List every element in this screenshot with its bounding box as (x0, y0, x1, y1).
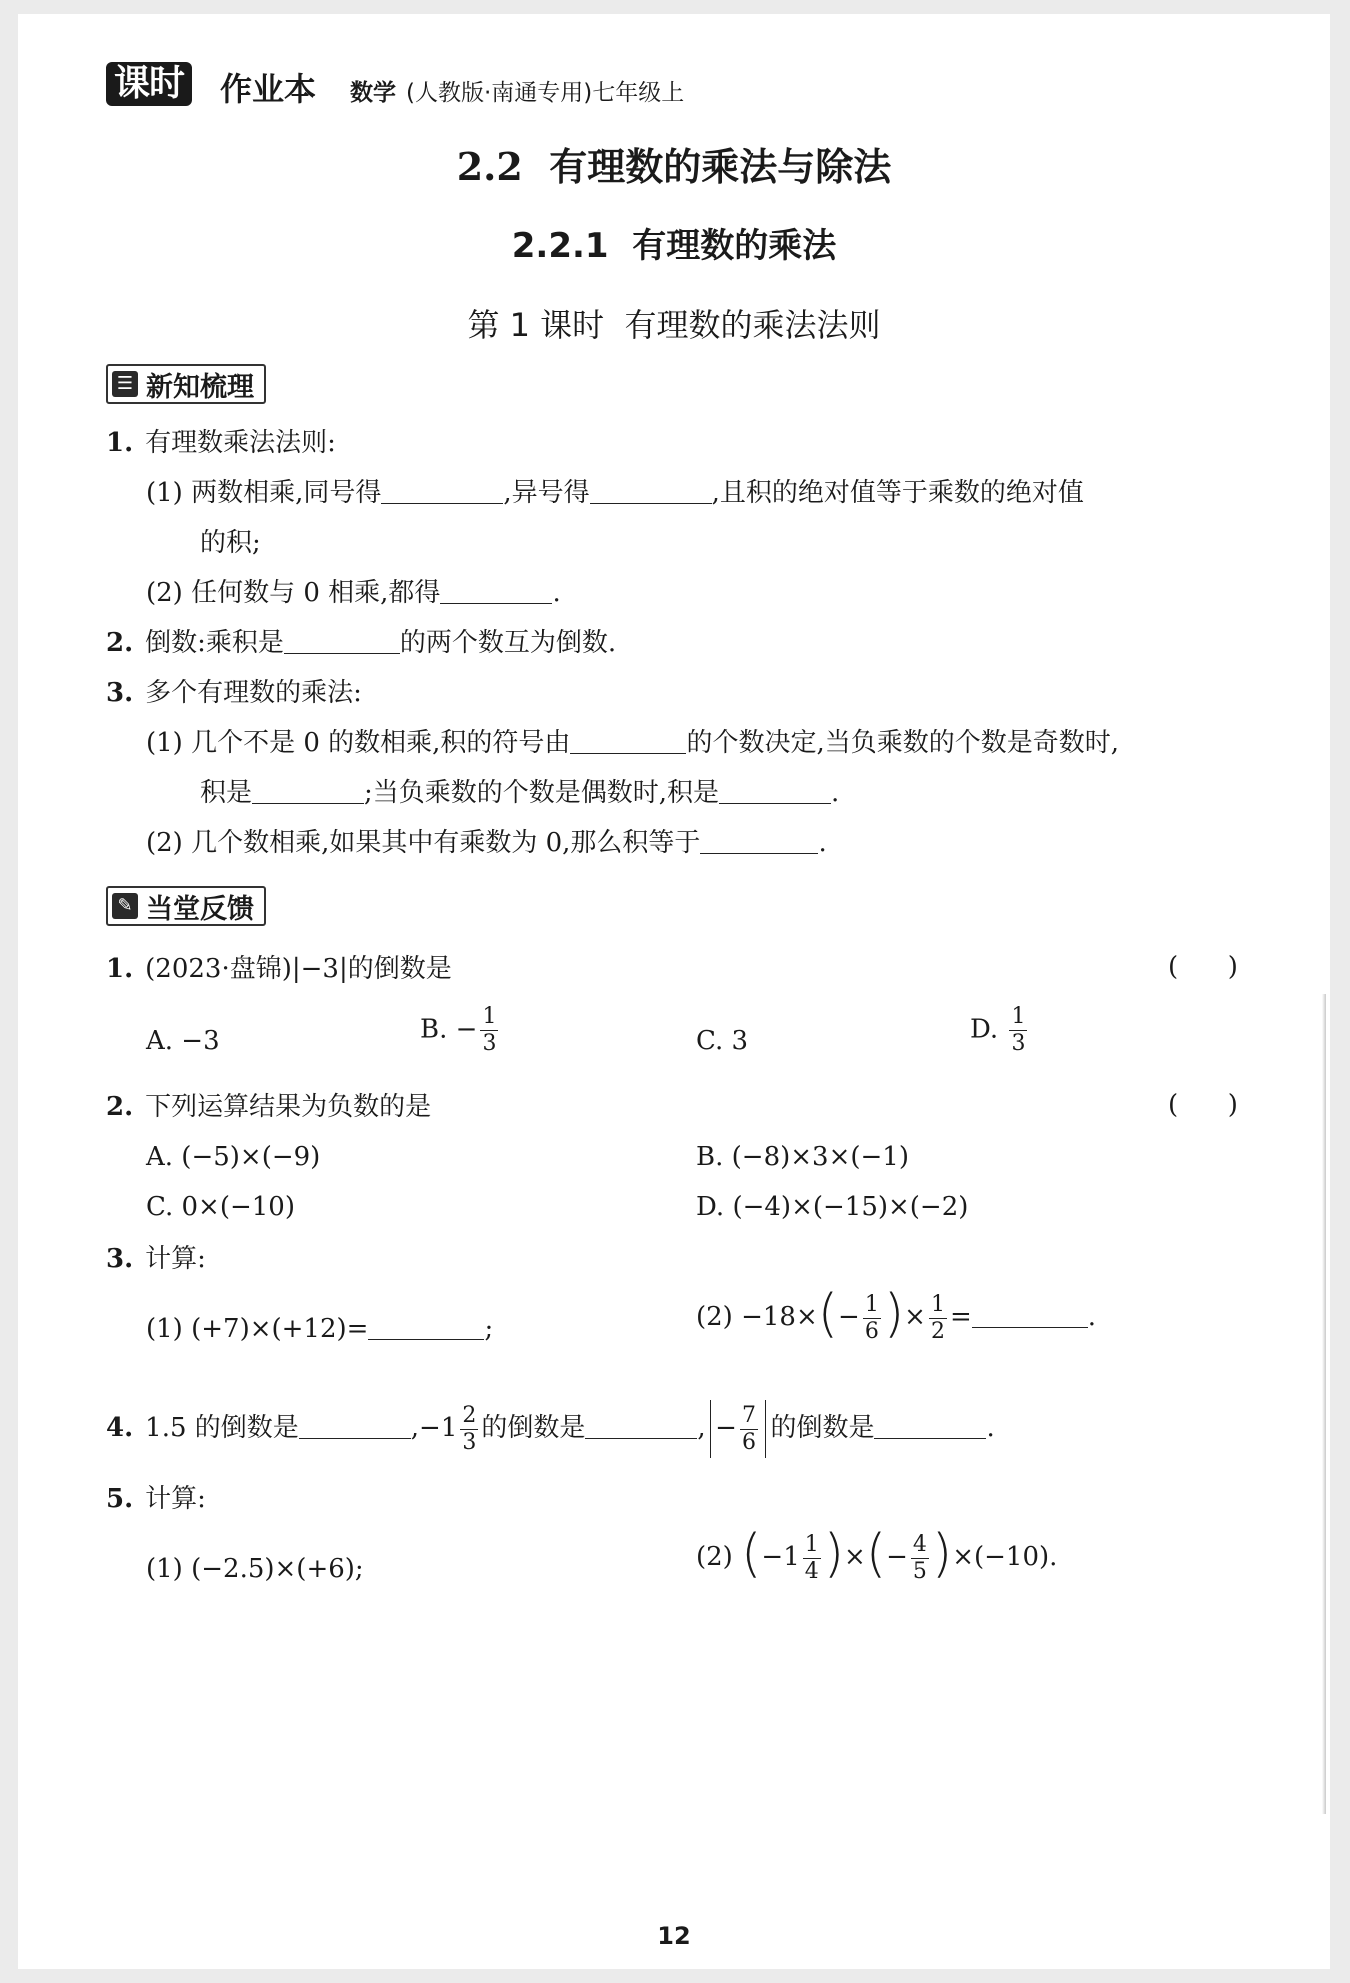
equals-sign: = (949, 1302, 972, 1332)
answer-blank[interactable] (719, 777, 831, 804)
item-text: (1) (+7)×(+12)= (146, 1314, 369, 1344)
numerator: 2 (462, 1402, 477, 1428)
q5-part-2 (696, 1524, 1058, 1584)
item-text: 的个数决定,当负乘数的个数是奇数时, (686, 728, 1119, 758)
item-text: . (831, 778, 840, 808)
times-sign: × (844, 1542, 866, 1572)
header-subject: 数学 (350, 80, 396, 106)
knowledge-item-3 (106, 676, 362, 710)
answer-blank[interactable] (570, 727, 686, 754)
item-text: 的两个数互为倒数. (399, 628, 617, 658)
question-5 (106, 1482, 206, 1516)
fraction (480, 1006, 498, 1055)
brand-logo-text: 课时 (114, 63, 185, 104)
item-text: 的倒数是 (770, 1413, 875, 1443)
abs-bar (710, 1400, 712, 1458)
item-text: 的积; (200, 528, 261, 558)
pencil-icon: ✎ (112, 893, 138, 919)
fraction (1009, 1006, 1027, 1055)
option-letter: D. (970, 1014, 999, 1045)
times-sign: × (904, 1302, 926, 1332)
fraction (929, 1291, 947, 1344)
section-title: 2.2 有理数的乘法与除法 (456, 144, 892, 189)
minus-sign: − (455, 1014, 478, 1045)
item-text: . (552, 578, 561, 608)
fraction (863, 1291, 881, 1344)
numerator: 1 (864, 1291, 879, 1317)
denominator: 6 (741, 1429, 756, 1455)
item-text: 有理数乘法法则: (145, 428, 336, 458)
minus-sign: − (886, 1542, 908, 1572)
item-number: 2. (106, 628, 134, 658)
question-number: 3. (106, 1244, 134, 1274)
item-text: . (986, 1413, 995, 1443)
knowledge-item-1-1 (146, 476, 1084, 510)
item-text: ; (484, 1314, 494, 1344)
q3-part-1 (146, 1312, 493, 1346)
answer-blank[interactable] (440, 577, 552, 604)
question-2 (106, 1090, 431, 1124)
page-number: 12 (657, 1922, 691, 1950)
q3-part-2 (696, 1284, 1096, 1344)
answer-blank[interactable] (700, 827, 818, 854)
knowledge-item-3-1-cont (200, 776, 839, 810)
abs-bar (765, 1400, 767, 1458)
answer-blank[interactable] (874, 1412, 986, 1439)
answer-paren[interactable]: ( ) (1168, 952, 1238, 982)
item-text: (2) (696, 1542, 733, 1572)
question-1 (106, 952, 452, 986)
right-paren: ) (823, 1524, 845, 1584)
item-number: 1. (106, 428, 134, 458)
item-text: 的倒数是 (481, 1413, 586, 1443)
new-knowledge-label (106, 364, 266, 404)
q2-option-a[interactable]: A. (−5)×(−9) (146, 1142, 321, 1172)
right-paren: ) (931, 1524, 953, 1584)
question-text: 下列运算结果为负数的是 (145, 1092, 432, 1122)
item-text: ,且积的绝对值等于乘数的绝对值 (711, 478, 1084, 508)
question-number: 1. (106, 954, 134, 984)
notebook-icon: ☰ (112, 371, 138, 397)
right-paren: ) (883, 1284, 905, 1344)
fraction (911, 1531, 929, 1584)
left-paren: ( (865, 1524, 887, 1584)
q5-part-1: (1) (−2.5)×(+6); (146, 1554, 364, 1584)
brand-logo (106, 62, 192, 106)
q1-option-c[interactable]: C. 3 (696, 1026, 749, 1056)
item-text: ,−1 (410, 1413, 458, 1443)
answer-blank[interactable] (381, 477, 503, 504)
item-text: 1.5 的倒数是 (145, 1413, 299, 1443)
answer-paren[interactable]: ( ) (1168, 1090, 1238, 1120)
item-text: , (697, 1413, 706, 1443)
feedback-label (106, 886, 266, 926)
item-number: 3. (106, 678, 134, 708)
question-text: 计算: (145, 1244, 206, 1274)
answer-blank[interactable] (284, 627, 400, 654)
item-text: (1) 两数相乘,同号得 (146, 478, 382, 508)
knowledge-item-3-1 (146, 726, 1119, 760)
item-text: ;当负乘数的个数是偶数时,积是 (364, 778, 720, 808)
denominator: 3 (1011, 1031, 1026, 1056)
answer-blank[interactable] (299, 1412, 411, 1439)
item-text: (1) 几个不是 0 的数相乘,积的符号由 (146, 728, 571, 758)
item-text: . (818, 828, 827, 858)
numerator: 1 (930, 1291, 945, 1317)
item-text: (2) 几个数相乘,如果其中有乘数为 0,那么积等于 (146, 828, 701, 858)
mixed-number-whole: −1 (761, 1542, 800, 1572)
numerator: 4 (912, 1531, 927, 1557)
item-text: (2) 任何数与 0 相乘,都得 (146, 578, 441, 608)
question-number: 4. (106, 1413, 134, 1443)
item-text: ×(−10). (952, 1542, 1058, 1572)
question-text: 计算: (145, 1484, 206, 1514)
q2-option-c[interactable]: C. 0×(−10) (146, 1192, 295, 1222)
header-edition: (人教版·南通专用)七年级上 (406, 80, 685, 106)
answer-blank[interactable] (972, 1301, 1088, 1328)
lesson-title: 第 1 课时 有理数的乘法法则 (467, 306, 881, 344)
question-3 (106, 1242, 206, 1276)
knowledge-item-1-1-cont (200, 526, 261, 560)
item-text: (2) −18× (696, 1302, 818, 1332)
answer-blank[interactable] (252, 777, 364, 804)
subsection-title: 2.2.1 有理数的乘法 (511, 226, 837, 266)
brand-name: 作业本 (220, 70, 317, 108)
denominator: 4 (804, 1558, 819, 1584)
answer-blank[interactable] (590, 477, 712, 504)
denominator: 5 (912, 1558, 927, 1584)
fraction (803, 1531, 821, 1584)
answer-blank[interactable] (368, 1313, 484, 1340)
left-paren: ( (817, 1284, 839, 1344)
answer-blank[interactable] (585, 1412, 697, 1439)
item-text: ,异号得 (503, 478, 590, 508)
item-text: 积是 (200, 778, 253, 808)
q2-option-b[interactable]: B. (−8)×3×(−1) (696, 1142, 909, 1172)
denominator: 3 (462, 1429, 477, 1455)
question-4 (106, 1400, 995, 1458)
numerator: 1 (482, 1004, 497, 1029)
denominator: 6 (864, 1318, 879, 1344)
item-text: 倒数:乘积是 (145, 628, 284, 658)
fraction (740, 1402, 758, 1455)
option-letter: B. (420, 1014, 448, 1045)
q1-option-a[interactable]: A. −3 (146, 1026, 220, 1056)
q2-option-d[interactable]: D. (−4)×(−15)×(−2) (696, 1192, 969, 1222)
minus-sign: − (715, 1413, 737, 1443)
fraction (460, 1402, 478, 1455)
q1-option-b[interactable] (420, 1006, 501, 1055)
question-text: (2023·盘锦)|−3|的倒数是 (145, 954, 452, 984)
numerator: 1 (1011, 1004, 1026, 1029)
knowledge-item-3-2 (146, 826, 827, 860)
worksheet-page (18, 14, 1330, 1969)
numerator: 1 (804, 1531, 819, 1557)
minus-sign: − (838, 1302, 860, 1332)
numerator: 7 (741, 1402, 756, 1428)
new-knowledge-label-text: 新知梳理 (146, 371, 254, 403)
question-number: 2. (106, 1092, 134, 1122)
q1-option-d[interactable] (970, 1006, 1030, 1055)
knowledge-item-1-2 (146, 576, 561, 610)
denominator: 2 (930, 1318, 945, 1344)
question-number: 5. (106, 1484, 134, 1514)
knowledge-item-2 (106, 626, 616, 660)
left-paren: ( (741, 1524, 762, 1584)
item-text: 多个有理数的乘法: (145, 678, 362, 708)
feedback-label-text: 当堂反馈 (146, 893, 254, 925)
item-text: . (1087, 1302, 1096, 1332)
denominator: 3 (482, 1031, 497, 1056)
knowledge-item-1 (106, 426, 336, 460)
